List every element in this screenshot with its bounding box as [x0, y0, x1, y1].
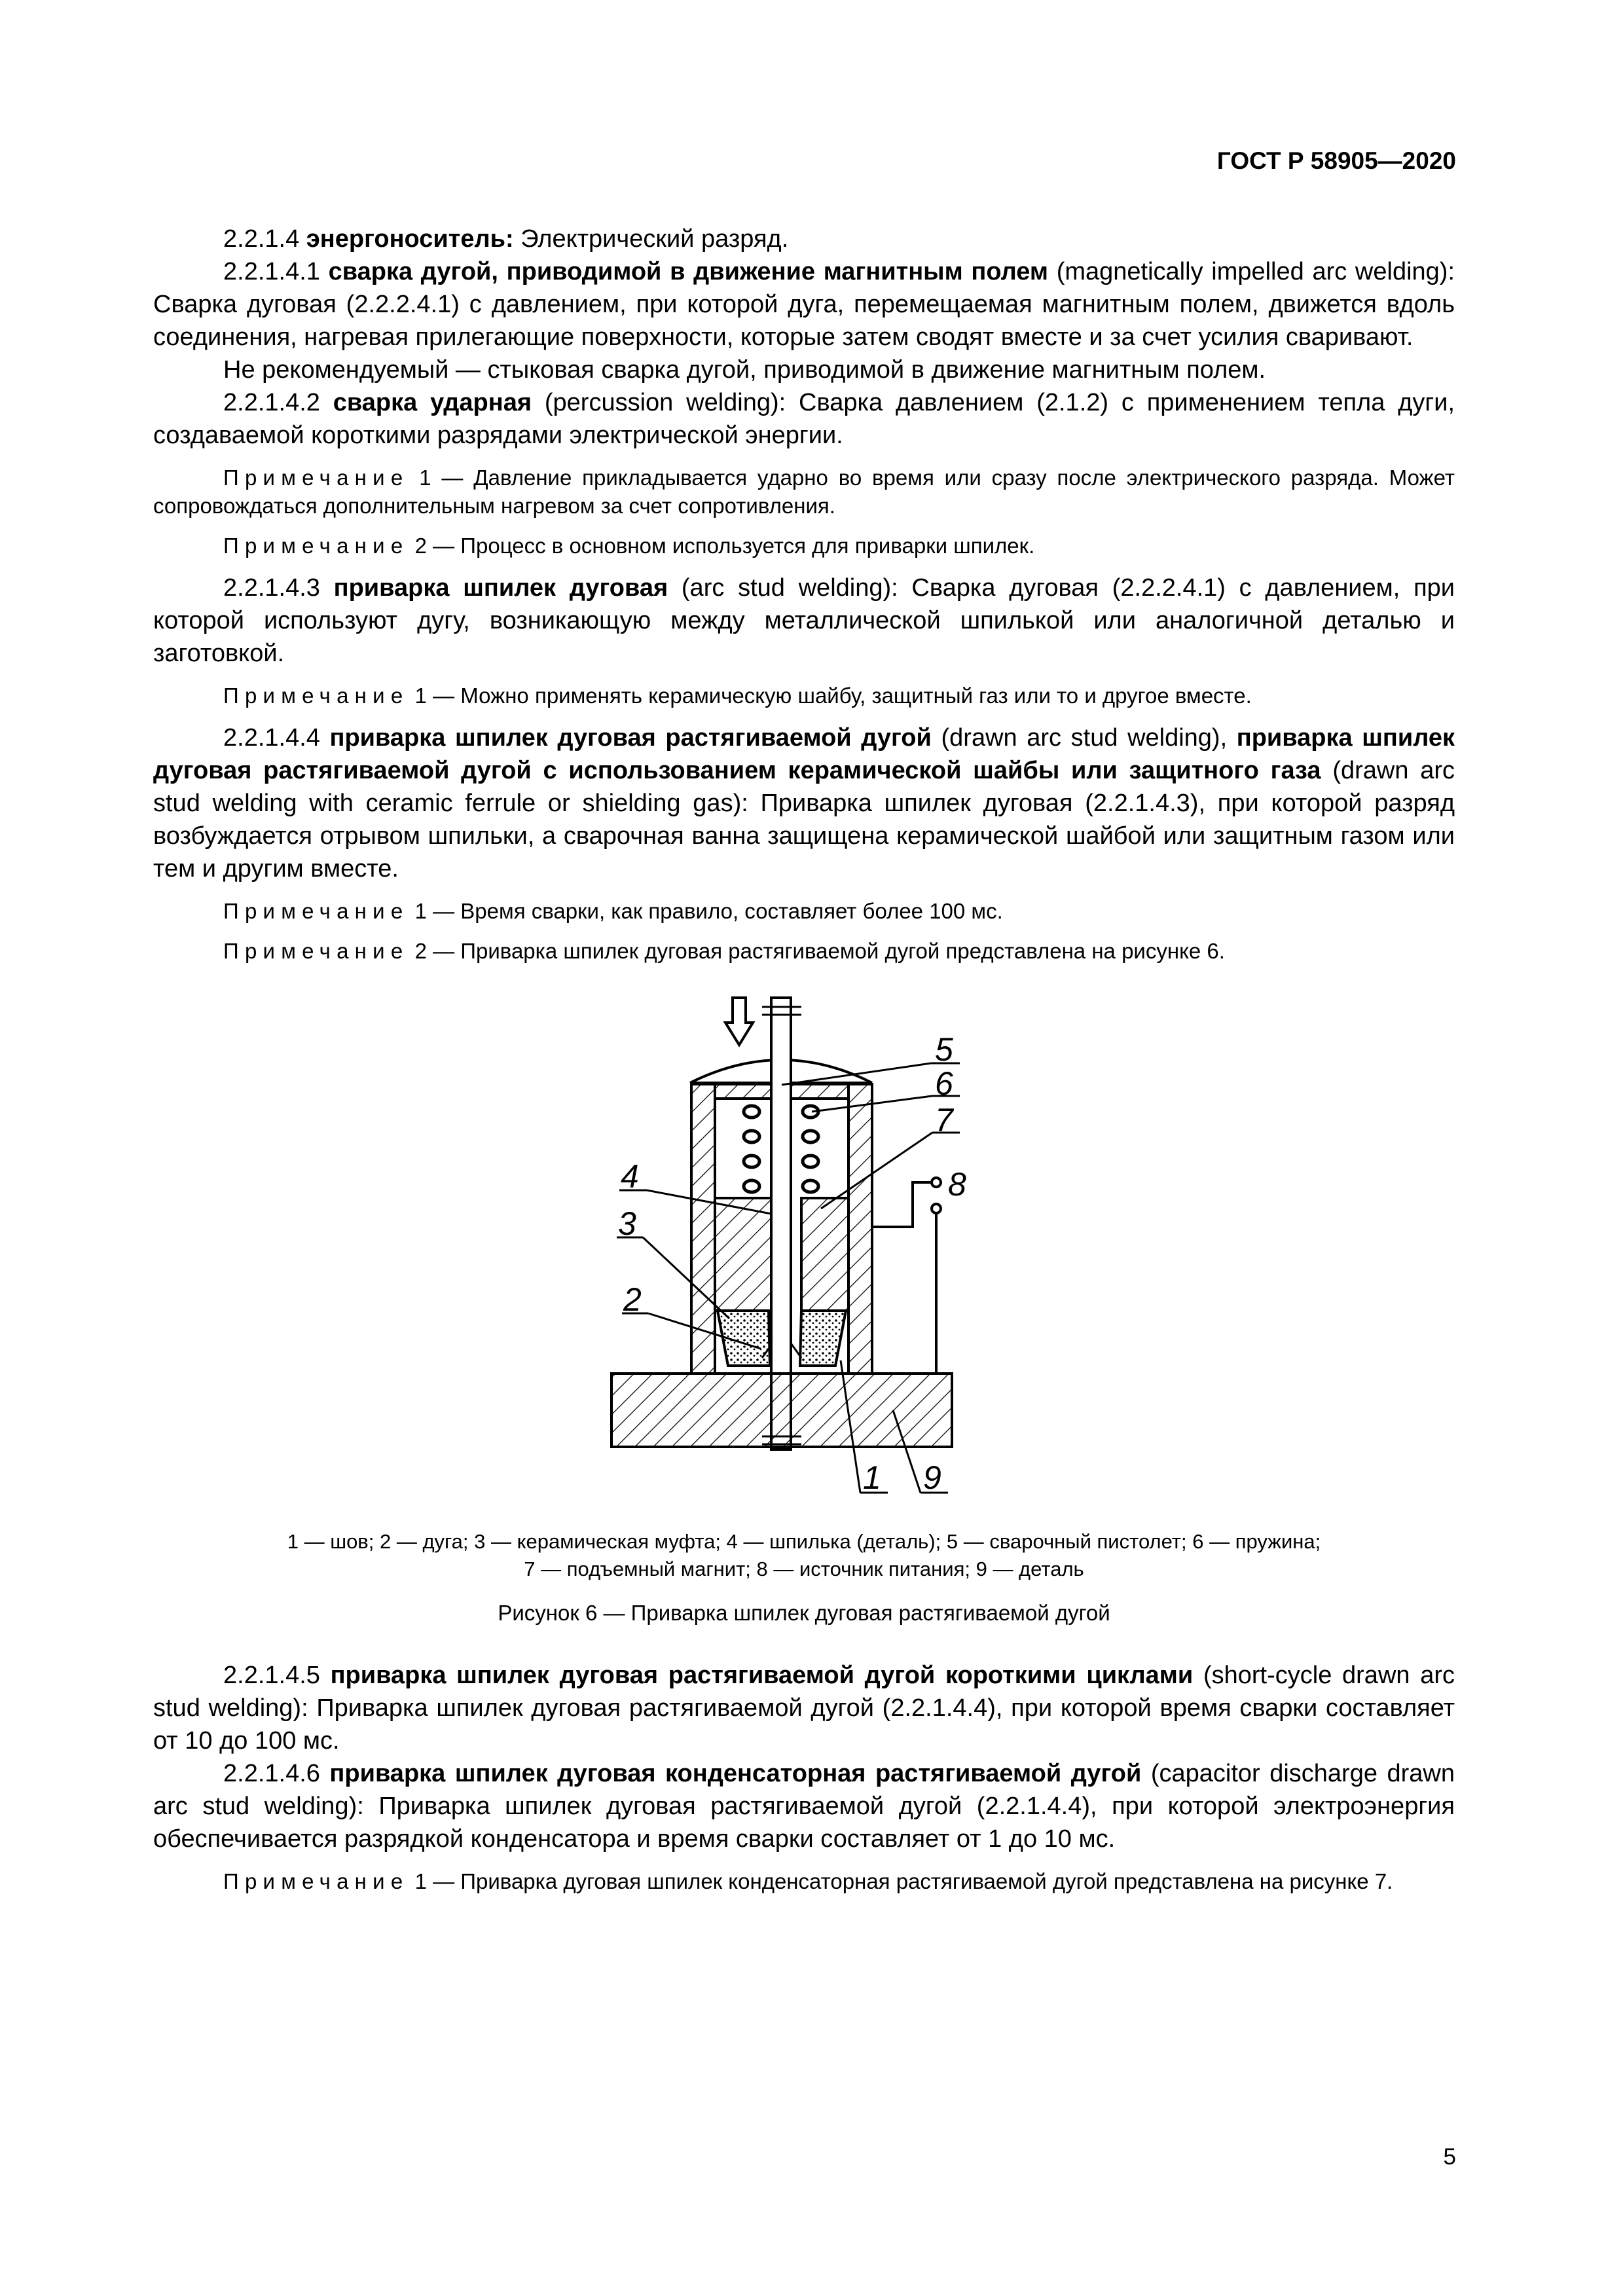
note-2-2-1-4-3-1: Примечание 1 — Можно применять керамическую шайбу, защитный газ или то и другое вместе.	[223, 683, 1252, 708]
label-4: 4	[621, 1158, 639, 1195]
label-7: 7	[935, 1102, 953, 1139]
label-9: 9	[923, 1459, 941, 1496]
label-8: 8	[948, 1166, 966, 1203]
figure-6-geometry	[611, 998, 960, 1493]
clause-2-2-1-4: 2.2.1.4 энергоноситель: Электрический разряд.	[223, 225, 789, 253]
note-2-2-1-4-4-1: Примечание 1 — Время сварки, как правило, составляет более 100 мс.	[223, 899, 1003, 923]
clause-2-2-1-4-3: 2.2.1.4.3 приварка шпилек дуговая (arc stud welding): Сварка дуговая (2.2.2.4.1) с давлением, при которой используют дугу, возникающую между металлической шпилькой или аналогичной деталью и заготовкой.	[153, 574, 1455, 667]
clause-2-2-1-4-2: 2.2.1.4.2 сварка ударная (percussion welding): Сварка давлением (2.1.2) с применением тепла дуги, создаваемой короткими разрядами электрической энергии.	[153, 389, 1455, 449]
note-2-2-1-4-4-2: Примечание 2 — Приварка шпилек дуговая растягиваемой дугой представлена на рисунке 6.	[223, 939, 1225, 963]
clause-2-2-1-4-4: 2.2.1.4.4 приварка шпилек дуговая растягиваемой дугой (drawn arc stud welding), приварка шпилек дуговая растягиваемой дугой с использованием керамической шайбы или защитного газа (drawn arc stud welding with ceramic ferrule or shielding gas): Приварка шпилек дуговая (2.2.1.4.3), при которой разряд возбуждается отрывом шпильки, а сварочная ванна защищена керамической шайбой или защитным газом или тем и другим вместе.	[153, 724, 1455, 883]
label-2: 2	[623, 1281, 642, 1318]
clause-2-2-1-4-5: 2.2.1.4.5 приварка шпилек дуговая растягиваемой дугой короткими циклами (short-cycle drawn arc stud welding): Приварка шпилек дуговая растягиваемой дугой (2.2.1.4.4), при которой время сварки составляет от 10 до 100 мс.	[153, 1662, 1455, 1755]
label-6: 6	[935, 1065, 953, 1102]
figure-6-caption: Рисунок 6 — Приварка шпилек дуговая растягиваемой дугой	[498, 1601, 1110, 1625]
label-1: 1	[863, 1459, 881, 1496]
page-number: 5	[1443, 2144, 1456, 2170]
figure-6-legend-line-1: 1 — шов; 2 — дуга; 3 — керамическая муфта; 4 — шпилька (деталь); 5 — сварочный пистолет; 6 — пружина;	[287, 1530, 1321, 1553]
figure-6-drawing	[153, 965, 1455, 1528]
document-body	[153, 223, 1455, 1895]
clause-2-2-1-4-6: 2.2.1.4.6 приварка шпилек дуговая конденсаторная растягиваемой дугой (capacitor discharge drawn arc stud welding): Приварка шпилек дуговая растягиваемой дугой (2.2.1.4.4), при которой электроэнергия обеспечивается разрядкой конденсатора и время сварки составляет от 1 до 10 мс.	[153, 1760, 1455, 1853]
label-3: 3	[618, 1205, 636, 1242]
figure-6-legend-line-2: 7 — подъемный магнит; 8 — источник питания; 9 — деталь	[524, 1558, 1084, 1580]
note-2-2-1-4-6-1: Примечание 1 — Приварка дуговая шпилек конденсаторная растягиваемой дугой представлена на рисунке 7.	[223, 1869, 1393, 1893]
figure-6	[153, 965, 1455, 1528]
label-5: 5	[935, 1031, 953, 1068]
note-2-2-1-4-2-2: Примечание 2 — Процесс в основном используется для приварки шпилек.	[223, 534, 1035, 558]
clause-2-2-1-4-1: 2.2.1.4.1 сварка дугой, приводимой в движение магнитным полем (magnetically impelled arc welding): Сварка дуговая (2.2.2.4.1) с давлением, при которой дуга, перемещаемая магнитным полем, движется вдоль соединения, нагревая прилегающие поверхности, которые затем сводят вместе и за счет усилия сваривают.	[153, 258, 1455, 351]
note-2-2-1-4-2-1: Примечание 1 — Давление прикладывается ударно во время или сразу после электрического разряда. Может сопровождаться дополнительным нагревом за счет сопротивления.	[153, 465, 1455, 518]
not-recommended-term: Не рекомендуемый — стыковая сварка дугой, приводимой в движение магнитным полем.	[223, 356, 1266, 384]
document-header: ГОСТ Р 58905—2020	[1216, 147, 1456, 174]
